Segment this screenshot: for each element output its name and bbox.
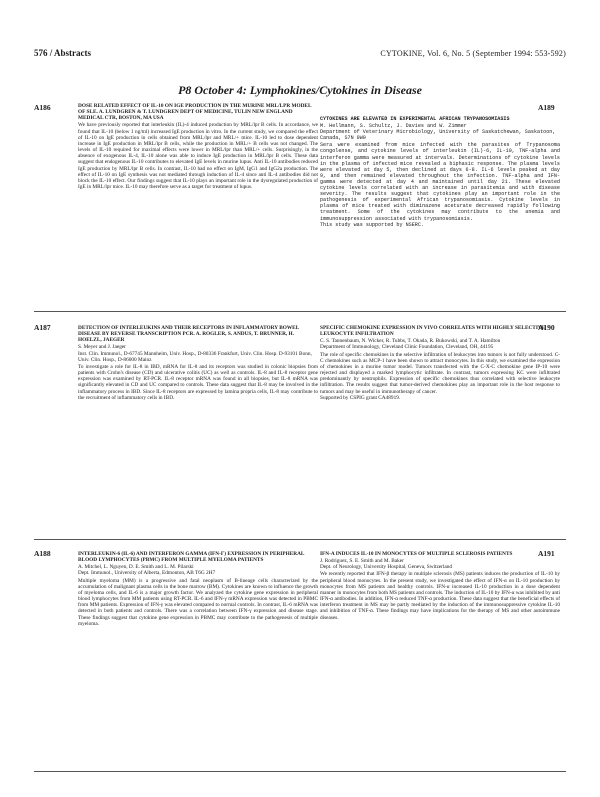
abstract-authors: C. S. Tannenbaum, N. Wicker, R. Tubbs, T. Okada, R. Bukowski, and T. A. Hamilton bbox=[320, 338, 501, 345]
abstract-a187 bbox=[78, 325, 318, 453]
abstract-number: A190 bbox=[538, 323, 555, 332]
abstract-authors: J. Rodriguez, S. E. Smith and M. Baker bbox=[320, 558, 404, 565]
abstract-a190 bbox=[320, 325, 560, 511]
abstract-title: CYTOKINES ARE ELEVATED IN EXPERIMENTAL AFRICAN TRYPANOSOMIASIS bbox=[320, 116, 510, 122]
abstract-authors: A. Mitchel, L. Nguyen, D. E. Smith and L. M. Pilarski bbox=[78, 564, 194, 571]
divider bbox=[34, 311, 566, 312]
abstract-body: Multiple myeloma (MM) is a progressive and fatal neoplasm of B-lineage cells characterized by the accumulation of malignant plasma cells in the bone marrow (BM). Cytokines are known to influence the growth of myeloma cells, and IL-6 is a major growth factor. We analyzed the cytokine gene expression in peripheral blood lymphocytes from MM patients using RT-PCR. IL-6 and IFN-γ mRNA expression was detected in PBMC from MM patients. Expression of IFN-γ was elevated compared to normal controls. In contrast, IL-6 mRNA was detected in both patients and controls. There was a correlation between IFN-γ expression and disease stage. These findings suggest that cytokine gene expression in PBMC may contribute to the pathogenesis of multiple myeloma. bbox=[78, 577, 318, 627]
abstract-affiliation: Dept. of Neurology, University Hospital, Geneva, Switzerland bbox=[320, 564, 453, 571]
abstract-body: Sera were examined from mice infected with the parasites of Trypanosoma congolense, and cytokine levels of interleukin (IL)-6, IL-10, TNF-alpha and interferon gamma were measured at intervals. Determinations of cytokine levels in the plasma of infected mice revealed a biphasic response. The plasma levels were elevated at day 5, then declined at days 6-8. IL-6 levels peaked at day 9, and then remained elevated throughout the infection. TNF-alpha and IFN-gamma were detected at day 4 and maintained until day 21. These elevated cytokine levels correlated with an increase in parasitemia and with disease severity. The results suggest that cytokines play an important role in the pathogenesis of experimental African trypanosomiasis. Cytokine levels in plasma of mice treated with diminazene aceturate decreased rapidly following treatment. Some of the cytokines may contribute to the anemia and immunosuppression associated with trypanosomiasis. bbox=[320, 142, 560, 222]
abstract-title: IFN-Α INDUCES IL-10 IN MONOCYTES OF MULTIPLE SCLEROSIS PATIENTS bbox=[320, 551, 513, 557]
abstract-a188 bbox=[78, 551, 318, 759]
page-label: 576 / Abstracts bbox=[34, 48, 91, 58]
abstract-affiliation: Inst. Clin. Immunol., D-67745 Mannheim, Univ. Hosp., D-80336 Frankfurt, Univ. Clin. Hosp. D-93101 Bonn, Univ. Clin. Hosp., D-86000 Mainz bbox=[78, 350, 312, 363]
abstract-body: To investigate a role for IL-8 in IBD, mRNA for IL-8 and its receptors was studied in colonic biopsies from patients with Crohn's disease (CD) and ulcerative colitis (UC) as well as controls. IL-8 and IL-8 receptor gene expression was examined by RT-PCR. IL-8 receptor mRNA was found in all biopsies, but IL-8 mRNA was significantly elevated in CD and UC compared to controls. These data suggest that IL-8 may be involved in the inflammatory process in IBD. Since IL-8 receptors are expressed by lamina propria cells, IL-8 may contribute to the recruitment of inflammatory cells in IBD. bbox=[78, 363, 318, 401]
abstract-title: INTERLEUKIN-6 (IL-6) AND INTERFERON GAMMA (IFN-Γ) EXPRESSION IN PERIPHERAL BLOOD LYMPHOCYTES (PBMC) FROM MULTIPLE MYELOMA PATIENTS bbox=[78, 551, 305, 564]
abstract-number: A191 bbox=[538, 549, 555, 558]
abstract-authors: M. Hellmann, S. Schultz, J. Davies and W. Zimmer bbox=[320, 123, 467, 130]
abstract-body: We recently reported that IFN-β therapy in multiple sclerosis (MS) patients induces the production of IL-10 by peripheral blood monocytes. In the present study, we investigated the effect of IFN-α on IL-10 production by monocytes from MS patients and healthy controls. IFN-α increased IL-10 production in a dose dependent manner in monocytes from both MS patients and controls. The induction of IL-10 by IFN-α was inhibited by anti IFN-α antibodies. In addition, IFN-α reduced TNF-α production. These data suggest that the beneficial effects of interferon treatment in MS may be partly mediated by the induction of the immunosuppressive cytokine IL-10 and inhibition of TNF-α. These findings may have implications for the therapy of MS and other autoimmune diseases. bbox=[320, 571, 560, 621]
abstract-a189 bbox=[320, 116, 560, 234]
abstract-affiliation: Dept. Immunol., University of Alberta, Edmonton, AB T6G 2H7 bbox=[78, 570, 216, 577]
abstract-footnote: Supported by CSPIG grant CA48919. bbox=[320, 394, 401, 401]
abstract-a186 bbox=[78, 103, 318, 231]
abstract-affiliation: Department of Veterinary Microbiology, University of Saskatchewan, Saskatoon, Canada, S7N 0W0 bbox=[320, 129, 556, 142]
abstract-title: SPECIFIC CHEMOKINE EXPRESSION IN VIVO CORRELATES WITH HIGHLY SELECTIVE LEUKOCYTE INFILTRATION bbox=[320, 325, 546, 338]
page-header bbox=[34, 48, 566, 62]
abstract-affiliation: Department of Immunology, Cleveland Clinic Foundation, Cleveland, OH, 44195 bbox=[320, 344, 494, 351]
abstract-footnote: This study was supported by NSERC. bbox=[320, 221, 424, 228]
abstract-number: A186 bbox=[34, 103, 51, 112]
abstract-body: We have previously reported that interleukin (IL)-4 induced production by MRL/lpr B cells. In accordance, we found that IL-10 (below 1 ng/ml) increased IgE production in vitro. In the current study, we compared the effect of IL-10 on IgE production in cells obtained from MRL/lpr and MRL/+ mice. IL-10 led to dose dependent increase in IgE production in MRL/lpr B cells, while the production in MRL/+ B cells was not changed. The levels of IL-10 required for maximal effects were lower in MRL/lpr than MRL/+ cells. Surprisingly, in the absence of exogenous IL-4, IL-10 alone was able to induce IgE production in MRL/lpr B cells. These data suggest that endogenous IL-10 contributes to elevated IgE levels in murine lupus. Anti IL-10 antibodies reduced IgE production by MRL/lpr B cells. In contrast, IL-10 had no effect on IgM, IgG1 and IgG2a production. The effect of IL-10 on IgE synthesis was not mediated through induction of IL-4 since anti IL-4 antibodies did not block the IL-10 effect. Our findings suggest that IL-10 plays an important role in the dysregulated production of IgE in MRL/lpr mice. IL-10 may therefore serve as a target for treatment of lupus. bbox=[78, 122, 318, 191]
divider bbox=[34, 771, 566, 772]
divider bbox=[34, 539, 566, 540]
abstract-number: A187 bbox=[34, 323, 51, 332]
section-title: P8 October 4: Lymphokines/Cytokines in Disease bbox=[178, 83, 422, 97]
abstract-number: A188 bbox=[34, 549, 51, 558]
abstract-authors: S. Meyer and J. Jaeger bbox=[78, 344, 126, 351]
abstract-title: DETECTION OF INTERLEUKINS AND THEIR RECEPTORS IN INFLAMMATORY BOWEL DISEASE BY REVERSE TRANSCRIPTION PCR. A. ROGLER, S. ANDUS, T. BRUNNER, H. HOELZL, JAEGER bbox=[78, 325, 299, 344]
journal-citation: CYTOKINE, Vol. 6, No. 5 (September 1994: 553-592) bbox=[380, 49, 566, 58]
abstract-title: DOSE RELATED EFFECT OF IL-10 ON IGE PRODUCTION IN THE MURINE MRL/LPR MODEL OF SLE. A. LUNDGREN & T. LUNDGREN DEPT OF MEDICINE, TULIN NEW ENGLAND MEDICAL CTR, BOSTON, MA USA bbox=[78, 103, 312, 122]
abstract-a191 bbox=[320, 551, 560, 761]
abstract-body: The role of specific chemokines in the selective infiltration of leukocytes into tumors is not fully understood. C-C chemokines such as MCP-1 have been shown to attract monocytes. In this study, we examined the expression of chemokines in a murine tumor model. Tumors transfected with the C-X-C chemokine gene IP-10 were rejected and displayed a marked lymphocytic infiltrate. In contrast, tumors expressing KC were infiltrated predominantly by neutrophils. Expression of specific chemokines thus correlated with selective leukocyte infiltration. The results suggest that tumor-derived chemokines play an important role in the host response to tumors and may be useful in immunotherapy of cancer. bbox=[320, 351, 560, 395]
abstract-number: A189 bbox=[538, 103, 555, 112]
